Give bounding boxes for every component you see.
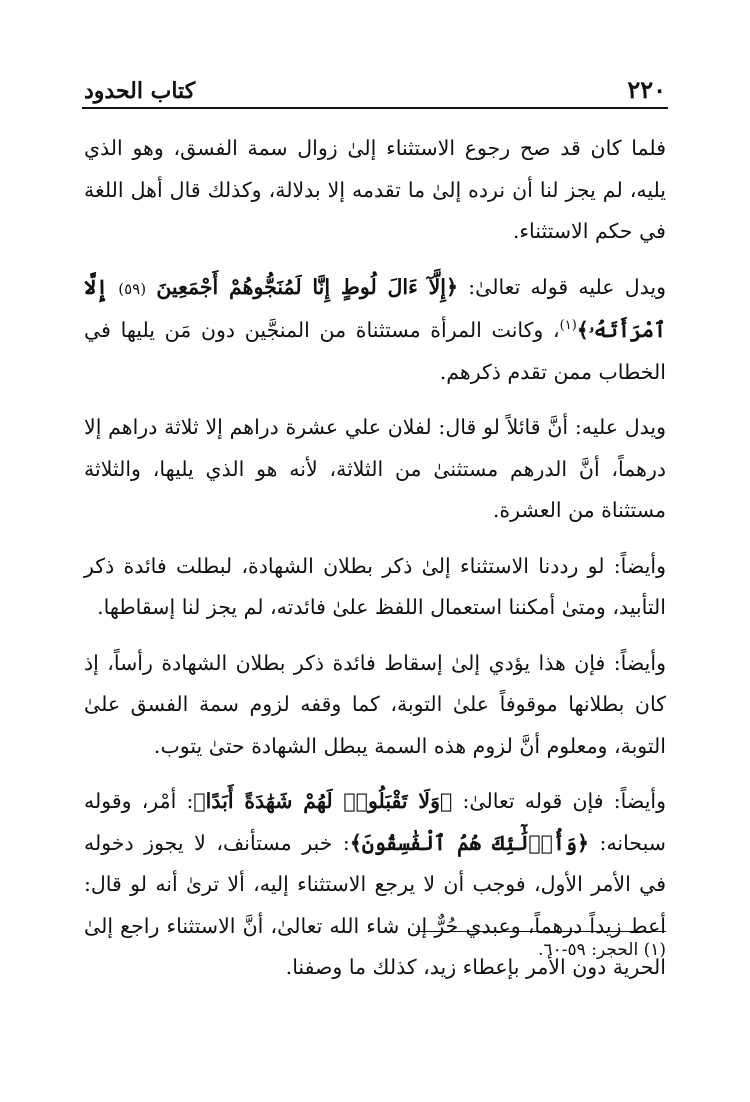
quran-verse-1: ﴿إِلَّآ ءَالَ لُوطٍ إِنَّا لَمُنَجُّوهُمْ أَجْمَعِينَ [156, 274, 458, 299]
running-title: كتاب الحدود [84, 78, 196, 104]
paragraph-6-mid: : أمْر، وقوله سبحانه: [84, 789, 666, 855]
main-text [84, 128, 666, 989]
quran-verse-3: ﴿وَأُو۟لَٰٓئِكَ هُمُ ٱلْفَٰسِقُونَ﴾ [349, 830, 589, 855]
footnote-reference: (١) [559, 318, 577, 334]
paragraph-6-intro: وأيضاً: فإن قوله تعالىٰ: [452, 789, 667, 813]
paragraph-2-intro: ويدل عليه قوله تعالىٰ: [458, 274, 666, 299]
page-number: ٢٢٠ [627, 75, 666, 104]
quran-verse-1-continued: إِلَّا ٱمْرَأَتَهُۥ﴾ [84, 274, 666, 342]
paragraph-6-rest: : خبر مستأنف، لا يجوز دخوله في الأمر الأول، فوجب أن لا يرجع الاستثناء إليه، ألا ترىٰ أنه لو قال: أعط زيداً درهماً، وعبدي حُرٌّ إن شاء الله تعالىٰ، أنَّ الاستثناء راجع إلىٰ الحرية دون الأمر بإعطاء زيد، كذلك ما وصفنا. [84, 830, 666, 979]
footnote-rule [416, 931, 666, 932]
paragraph-2 [84, 267, 666, 394]
paragraph-4: وأيضاً: لو رددنا الاستثناء إلىٰ ذكر بطلان الشهادة، لبطلت فائدة ذكر التأبيد، ومتىٰ أمكننا استعمال اللفظ علىٰ فائدته، لم يجز لنا إسقاطها. [84, 553, 666, 619]
paragraph-1: فلما كان قد صح رجوع الاستثناء إلىٰ زوال سمة الفسق، وهو الذي يليه، لم يجز لنا أن نرده إلىٰ ما تقدمه إلا بدلالة، وكذلك قال أهل اللغة في حكم الاستثناء. [84, 136, 666, 243]
paragraph-2-rest: ، وكانت المرأة مستثناة من المنجَّين دون مَن يليها في الخطاب ممن تقدم ذكرهم. [84, 318, 666, 384]
paragraph-3: ويدل عليه: أنَّ قائلاً لو قال: لفلان علي عشرة دراهم إلا ثلاثة دراهم إلا درهماً، أنَّ الدرهم مستثنىٰ من الثلاثة، لأنه هو الذي يليها، والثلاثة مستثناة من العشرة. [84, 415, 666, 522]
page-header [84, 74, 666, 104]
ayah-number: (٥٩) [118, 279, 147, 298]
paragraph-5: وأيضاً: فإن هذا يؤدي إلىٰ إسقاط فائدة ذكر بطلان الشهادة رأساً، إذ كان بطلانها موقوفاً علىٰ التوبة، كما وقفه لزوم سمة الفسق علىٰ التوبة، ومعلوم أنَّ لزوم هذه السمة يبطل الشهادة حتىٰ يتوب. [84, 650, 666, 758]
quran-verse-2: ﴿وَلَا تَقْبَلُوا۟ لَهُمْ شَهَٰدَةً أَبَدًا﴾ [193, 789, 453, 813]
footnote: (١) الحجر: ٥٩-٦٠. [538, 940, 666, 960]
header-rule [82, 107, 668, 109]
